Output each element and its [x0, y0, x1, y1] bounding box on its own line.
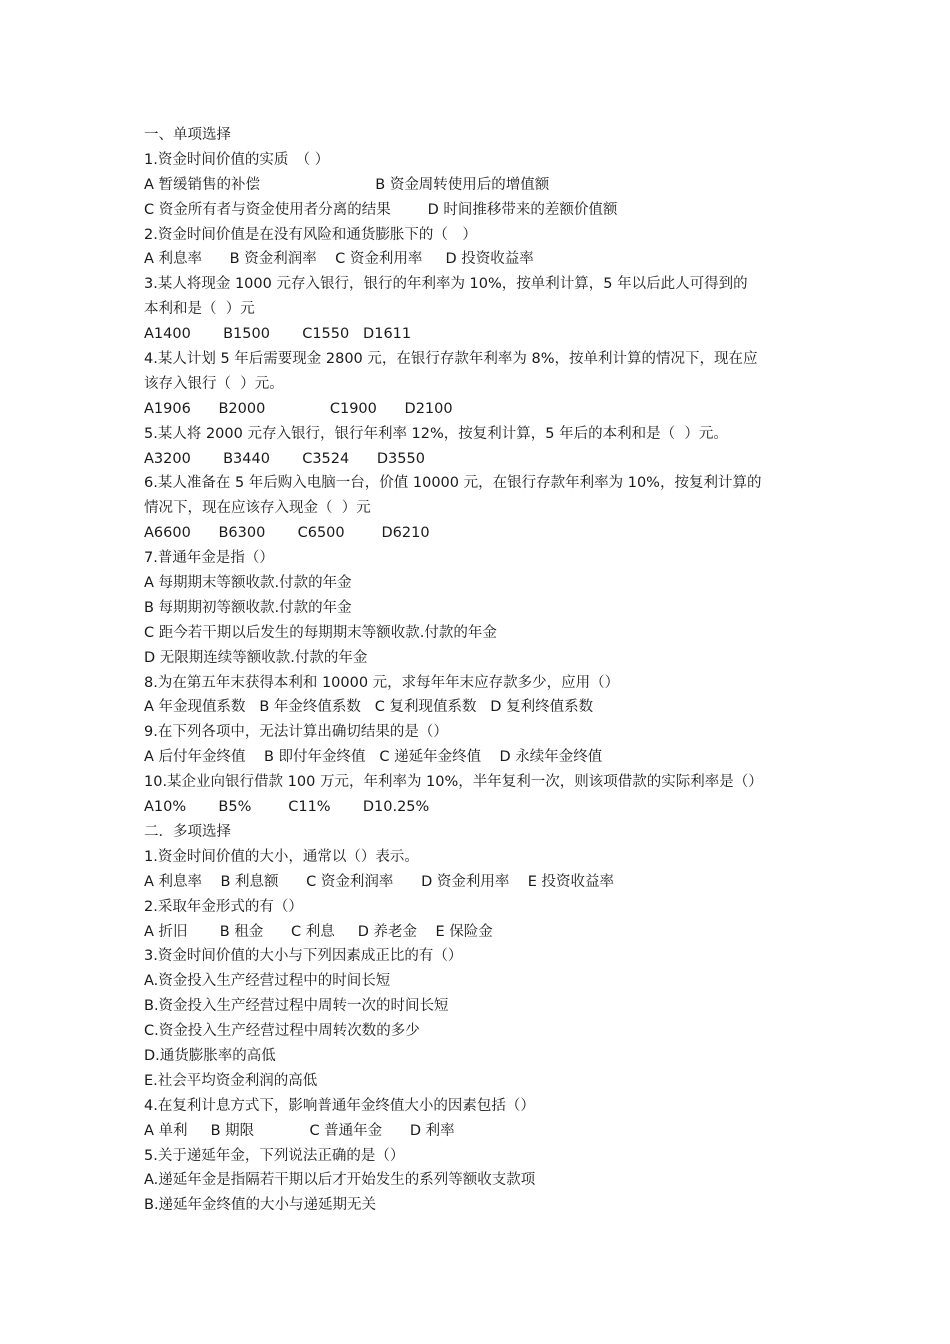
text-line: A 年金现值系数 B 年金终值系数 C 复利现值系数 D 复利终值系数 — [144, 699, 594, 716]
text-line: 情况下，现在应该存入现金（ ）元 — [144, 500, 371, 517]
text-line: 3.资金时间价值的大小与下列因素成正比的有（） — [144, 948, 463, 965]
text-line: C 资金所有者与资金使用者分离的结果 D 时间推移带来的差额价值额 — [144, 201, 618, 218]
text-line: A 利息率 B 利息额 C 资金利润率 D 资金利用率 E 投资收益率 — [144, 873, 615, 890]
text-line: D.通货膨胀率的高低 — [144, 1047, 276, 1064]
text-line: 9.在下列各项中，无法计算出确切结果的是（） — [144, 724, 448, 741]
text-line: 二．多项选择 — [144, 823, 231, 840]
document-body — [144, 123, 810, 1218]
text-line: A 后付年金终值 B 即付年金终值 C 递延年金终值 D 永续年金终值 — [144, 749, 603, 766]
text-line: A.资金投入生产经营过程中的时间长短 — [144, 973, 391, 990]
text-line: 5.某人将 2000 元存入银行，银行年利率 12%，按复利计算，5 年后的本利和是（ ）元。 — [144, 425, 728, 442]
text-line: A 利息率 B 资金利润率 C 资金利用率 D 投资收益率 — [144, 251, 534, 268]
text-line: 1.资金时间价值的大小，通常以（）表示。 — [144, 848, 419, 865]
text-line: E.社会平均资金利润的高低 — [144, 1072, 318, 1089]
text-line: B.资金投入生产经营过程中周转一次的时间长短 — [144, 998, 449, 1015]
text-line: 4.在复利计息方式下，影响普通年金终值大小的因素包括（） — [144, 1097, 535, 1114]
text-line: 本利和是（ ）元 — [144, 301, 255, 318]
text-line: 8.为在第五年末获得本利和 10000 元，求每年年末应存款多少，应用（） — [144, 674, 620, 691]
text-line: C 距今若干期以后发生的每期期末等额收款.付款的年金 — [144, 624, 497, 641]
text-line: A.递延年金是指隔若干期以后才开始发生的系列等额收支款项 — [144, 1172, 536, 1189]
text-line: 2.采取年金形式的有（） — [144, 898, 303, 915]
text-line: 一、单项选择 — [144, 127, 231, 143]
text-line: 该存入银行（ ）元。 — [144, 375, 284, 392]
text-line: A 暂缓销售的补偿 B 资金周转使用后的增值额 — [144, 176, 550, 193]
text-line: A 折旧 B 租金 C 利息 D 养老金 E 保险金 — [144, 923, 493, 940]
text-line: 4.某人计划 5 年后需要现金 2800 元，在银行存款年利率为 8%，按单利计算的情况下，现在应 — [144, 351, 758, 368]
text-line: D 无限期连续等额收款.付款的年金 — [144, 649, 368, 666]
text-line: B 每期期初等额收款.付款的年金 — [144, 599, 352, 616]
text-line: A3200 B3440 C3524 D3550 — [144, 450, 425, 467]
text-line: 3.某人将现金 1000 元存入银行，银行的年利率为 10%，按单利计算，5 年以后此人可得到的 — [144, 276, 748, 293]
text-line: 1.资金时间价值的实质 （ ） — [144, 151, 330, 168]
text-line: A10% B5% C11% D10.25% — [144, 799, 430, 816]
text-line: 7.普通年金是指（） — [144, 550, 274, 567]
text-line: 2.资金时间价值是在没有风险和通货膨胀下的（ ） — [144, 226, 477, 243]
text-line: A1400 B1500 C1550 D1611 — [144, 326, 412, 343]
text-line: A6600 B6300 C6500 D6210 — [144, 525, 430, 542]
text-line: A 每期期末等额收款.付款的年金 — [144, 575, 352, 592]
text-line: B.递延年金终值的大小与递延期无关 — [144, 1197, 377, 1214]
text-line: A 单利 B 期限 C 普通年金 D 利率 — [144, 1122, 455, 1139]
text-line: A1906 B2000 C1900 D2100 — [144, 400, 453, 417]
text-line: 6.某人准备在 5 年后购入电脑一台，价值 10000 元，在银行存款年利率为 10%，按复利计算的 — [144, 475, 762, 492]
text-line: C.资金投入生产经营过程中周转次数的多少 — [144, 1023, 420, 1040]
text-line: 10.某企业向银行借款 100 万元，年利率为 10%，半年复利一次，则该项借款的实际利率是（） — [144, 774, 763, 791]
text-line: 5.关于递延年金，下列说法正确的是（） — [144, 1147, 405, 1164]
